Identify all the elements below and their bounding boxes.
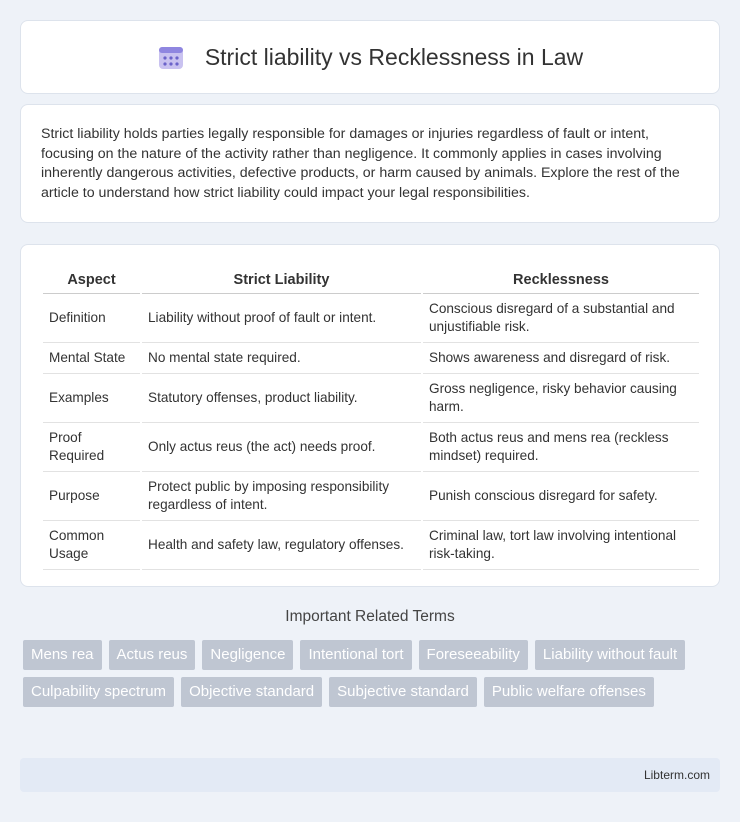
page-title: Strict liability vs Recklessness in Law — [204, 43, 584, 70]
tag-public-welfare-offenses[interactable]: Public welfare offenses — [484, 677, 654, 707]
header-recklessness: Recklessness — [423, 265, 699, 294]
strict-liability-cell: Health and safety law, regulatory offenses. — [142, 521, 421, 570]
recklessness-cell: Shows awareness and disregard of risk. — [423, 343, 699, 374]
comparison-table — [41, 265, 701, 570]
tag-subjective-standard[interactable]: Subjective standard — [329, 677, 477, 707]
strict-liability-cell: No mental state required. — [142, 343, 421, 374]
tag-liability-without-fault[interactable]: Liability without fault — [535, 640, 685, 670]
tag-culpability-spectrum[interactable]: Culpability spectrum — [23, 677, 174, 707]
footer-brand-link[interactable]: Libterm.com — [643, 768, 710, 782]
strict-liability-cell: Only actus reus (the act) needs proof. — [142, 423, 421, 472]
table-row — [43, 343, 699, 374]
aspect-cell: Proof Required — [43, 423, 140, 472]
strict-liability-cell: Protect public by imposing responsibility regardless of intent. — [142, 472, 421, 521]
tag-mens-rea[interactable]: Mens rea — [23, 640, 102, 670]
aspect-cell: Common Usage — [43, 521, 140, 570]
recklessness-cell: Punish conscious disregard for safety. — [423, 472, 699, 521]
tag-actus-reus[interactable]: Actus reus — [109, 640, 196, 670]
tag-foreseeability[interactable]: Foreseeability — [419, 640, 528, 670]
recklessness-cell: Gross negligence, risky behavior causing harm. — [423, 374, 699, 423]
tag-objective-standard[interactable]: Objective standard — [181, 677, 322, 707]
footer — [20, 758, 720, 792]
header-strict-liability: Strict Liability — [142, 265, 421, 294]
tag-intentional-tort[interactable]: Intentional tort — [300, 640, 411, 670]
intro-paragraph: Strict liability holds parties legally responsible for damages or injuries regardless of fault or intent, focusing on the nature of the activity rather than negligence. It commonly applies in cases involving inherently dangerous activities, defective products, or harm caused by animals. Explore the rest of the article to understand how strict liability could impact your legal responsibilities. — [41, 126, 680, 201]
recklessness-cell: Conscious disregard of a substantial and unjustifiable risk. — [423, 294, 699, 343]
table-row — [43, 472, 699, 521]
tag-negligence[interactable]: Negligence — [202, 640, 293, 670]
table-row — [43, 521, 699, 570]
strict-liability-cell: Statutory offenses, product liability. — [142, 374, 421, 423]
aspect-cell: Purpose — [43, 472, 140, 521]
table-row — [43, 294, 699, 343]
table-row — [43, 374, 699, 423]
title-card — [20, 20, 720, 94]
aspect-cell: Definition — [43, 294, 140, 343]
calendar-grid-icon — [157, 43, 185, 71]
strict-liability-cell: Liability without proof of fault or intent. — [142, 294, 421, 343]
related-terms-heading: Important Related Terms — [285, 608, 455, 625]
intro-card — [20, 104, 720, 223]
recklessness-cell: Both actus reus and mens rea (reckless mindset) required. — [423, 423, 699, 472]
aspect-cell: Examples — [43, 374, 140, 423]
recklessness-cell: Criminal law, tort law involving intentional risk-taking. — [423, 521, 699, 570]
header-aspect: Aspect — [43, 265, 140, 294]
comparison-table-card — [20, 244, 720, 587]
aspect-cell: Mental State — [43, 343, 140, 374]
related-terms-tags — [23, 640, 713, 707]
table-row — [43, 423, 699, 472]
